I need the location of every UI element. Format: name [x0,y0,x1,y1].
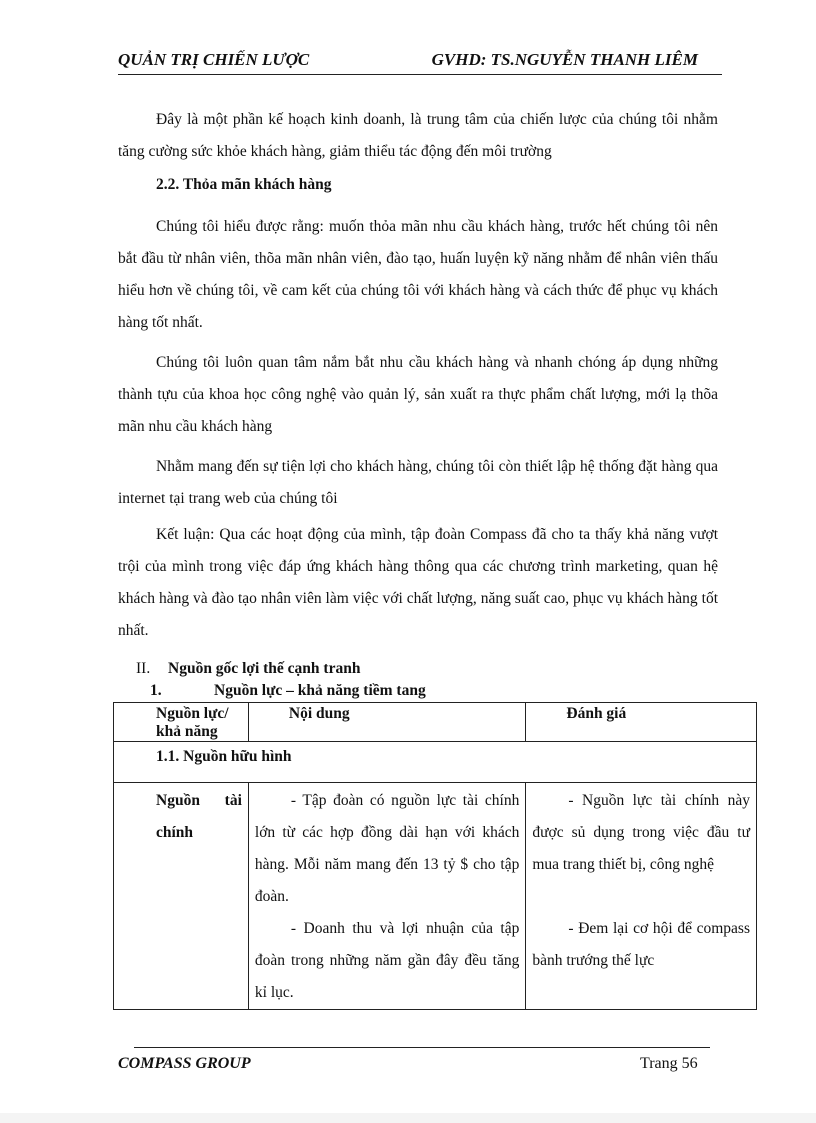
section-II-heading [136,660,360,678]
table-group-row [114,742,757,783]
row-label-text: Nguồn tài chính [156,792,242,841]
footer-page-number: Trang 56 [640,1055,698,1072]
section-1-heading [150,682,426,700]
table-row [114,783,757,1010]
footer-company: COMPASS GROUP [118,1055,251,1072]
header-evaluation: Đánh giá [566,705,627,722]
header-cell [526,703,757,742]
footer-divider [134,1047,710,1048]
section-1-number: 1. [150,682,162,699]
row-content [249,783,525,1009]
evaluation-point-2: - Đem lại cơ hội để compass bành trướng thế lực [532,920,750,969]
section-II-title: Nguồn gốc lợi thế cạnh tranh [168,660,361,677]
section-II-number: II. [136,660,151,677]
page-header [118,50,722,75]
paragraph-satisfaction-3: Nhằm mang đến sự tiện lợi cho khách hàng, chúng tôi còn thiết lập hệ thống đặt hàng qua internet tại trang web của chúng tôi [118,458,718,507]
resources-table [113,702,757,1010]
row-label-cell [114,783,249,1010]
row-evaluation [526,783,756,977]
row-evaluation-cell [526,783,757,1010]
page-bottom-shade [0,1113,816,1123]
header-cell [248,703,525,742]
content-point-2: - Doanh thu và lợi nhuận của tập đoàn trong những năm gần đây đều tăng kỉ lục. [254,920,520,1001]
section-1-title: Nguồn lực – khả năng tiềm tang [214,682,426,699]
row-content-cell [248,783,525,1010]
paragraph-satisfaction-1: Chúng tôi hiểu được rằng: muốn thỏa mãn nhu cầu khách hàng, trước hết chúng tôi nên bắt đầu từ nhân viên, thõa mãn nhân viên, đào tạo, huấn luyện kỹ năng nhằm để nhân viên thấu hiểu hơn về chúng tôi, về cam kết của chúng tôi với khách hàng và cách thức để phục vụ khách hàng tốt nhất. [118,218,718,331]
group-title: 1.1. Nguồn hữu hình [114,742,757,783]
section-2-2-title: 2.2. Thỏa mãn khách hàng [156,176,332,193]
evaluation-point-1: - Nguồn lực tài chính này được sủ dụng trong việc đầu tư mua trang thiết bị, công nghệ [532,792,750,873]
header-course-title: QUẢN TRỊ CHIẾN LƯỢC [118,50,310,69]
header-content: Nội dung [288,705,350,722]
header-resource: Nguồn lực/ khả năng [156,705,229,740]
content-point-1: - Tập đoàn có nguồn lực tài chính lớn từ các hợp đồng dài hạn với khách hàng. Mỗi năm mang đến 13 tỷ $ cho tập đoàn. [254,792,520,905]
intro-paragraph: Đây là một phần kế hoạch kinh doanh, là trung tâm của chiến lược của chúng tôi nhằm tăng cường sức khỏe khách hàng, giảm thiểu tác động đến môi trường [118,111,718,160]
header-cell [114,703,249,742]
table-header-row [114,703,757,742]
header-instructor: GVHD: TS.NGUYỄN THANH LIÊM [431,50,698,69]
row-label [114,783,248,849]
evaluation-gap [532,881,750,913]
paragraph-conclusion: Kết luận: Qua các hoạt động của mình, tập đoàn Compass đã cho ta thấy khả năng vượt trội của mình trong việc đáp ứng khách hàng thông qua các chương trình marketing, quan hệ khách hàng và đào tạo nhân viên làm việc với chất lượng, năng suất cao, phục vụ khách hàng tốt nhất. [118,526,718,639]
paragraph-satisfaction-2: Chúng tôi luôn quan tâm nắm bắt nhu cầu khách hàng và nhanh chóng áp dụng những thành tựu của khoa học công nghệ vào quản lý, sản xuất ra thực phẩm chất lượng, mới lạ thõa mãn nhu cầu khách hàng [118,354,718,435]
